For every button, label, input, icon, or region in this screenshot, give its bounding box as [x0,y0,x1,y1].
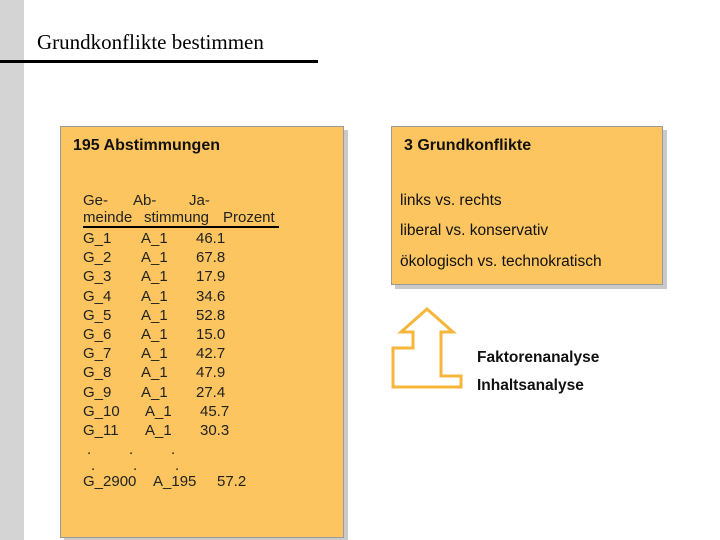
col-header-abstimmung-top: Ab- [133,192,157,209]
conflicts-box [391,126,663,285]
col-header-gemeinde-bottom: meinde [83,209,133,226]
ellipsis-dot: . [91,457,96,475]
cell-gemeinde: G_7 [83,345,112,363]
cell-abstimmung: A_1 [145,402,172,420]
up-arrow-icon [388,305,468,395]
votes-heading: 195 Abstimmungen [73,137,220,154]
col-header-prozent-top: Ja- [189,192,210,209]
cell-prozent: 15.0 [196,325,226,343]
cell-gemeinde: G_11 [83,421,119,439]
cell-gemeinde: G_3 [83,268,112,286]
ellipsis-dot: . [175,457,180,475]
conflict-item: links vs. rechts [400,192,502,209]
cell-abstimmung: A_1 [141,230,168,247]
cell-prozent: 34.6 [196,287,226,305]
cell-abstimmung: A_1 [141,383,168,401]
ellipsis-dot: . [133,457,138,475]
cell-gemeinde: G_1 [83,230,112,247]
col-header-prozent-bottom: Prozent [223,209,275,226]
cell-gemeinde: G_9 [83,383,112,401]
table-header-underline [83,226,279,228]
cell-prozent: 47.9 [196,364,226,382]
votes-box [60,126,344,538]
title-underline [0,60,318,63]
conflicts-heading: 3 Grundkonflikte [404,137,532,154]
cell-abstimmung: A_1 [141,287,168,305]
conflict-item: ökologisch vs. technokratisch [400,253,602,270]
cell-prozent: 67.8 [196,249,226,267]
ellipsis-dot: . [171,441,176,459]
cell-gemeinde: G_5 [83,306,112,324]
method-label: Inhaltsanalyse [477,377,584,394]
cell-abstimmung: A_1 [145,421,172,439]
cell-abstimmung: A_1 [141,306,168,324]
cell-prozent: 30.3 [200,421,230,439]
col-header-gemeinde-top: Ge- [83,192,109,209]
cell-prozent: 52.8 [196,306,226,324]
cell-abstimmung: A_1 [141,249,168,267]
cell-abstimmung: A_1 [141,364,168,382]
cell-prozent: 57.2 [217,473,247,491]
ellipsis-dot: . [87,441,92,459]
method-label: Faktorenanalyse [477,349,600,366]
cell-abstimmung: A_1 [141,325,168,343]
cell-prozent: 17.9 [196,268,226,286]
cell-gemeinde: G_8 [83,364,112,382]
conflict-item: liberal vs. konservativ [400,222,549,239]
cell-gemeinde: G_2900 [83,473,137,491]
cell-abstimmung: A_195 [153,473,197,491]
cell-gemeinde: G_10 [83,402,120,420]
cell-gemeinde: G_2 [83,249,112,267]
left-stripe [0,0,24,540]
cell-prozent: 27.4 [196,383,226,401]
col-header-abstimmung-bottom: stimmung [144,209,210,226]
ellipsis-dot: . [129,441,134,459]
cell-prozent: 42.7 [196,345,226,363]
cell-abstimmung: A_1 [141,345,168,363]
cell-prozent: 45.7 [200,402,230,420]
slide-title: Grundkonflikte bestimmen [37,30,264,54]
cell-gemeinde: G_6 [83,325,112,343]
cell-abstimmung: A_1 [141,268,168,286]
cell-gemeinde: G_4 [83,287,112,305]
cell-prozent: 46.1 [196,230,226,247]
